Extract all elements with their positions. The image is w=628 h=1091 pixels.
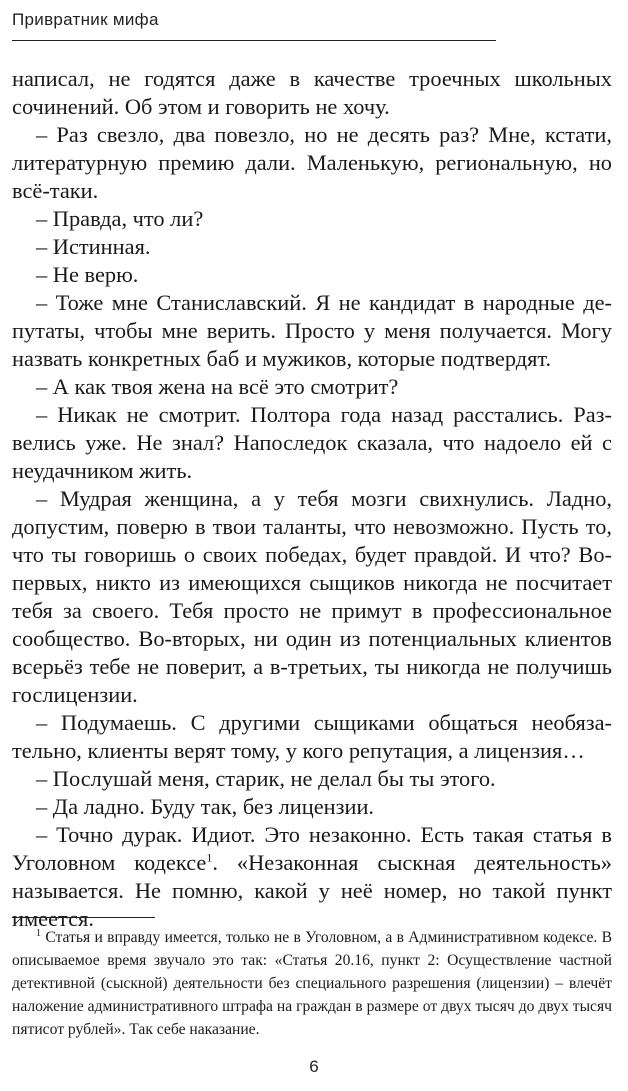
paragraph: написал, не годятся даже в качестве троечных школьных сочинений. Об этом и говорить не хочу. [12, 66, 612, 119]
paragraph: – Подумаешь. С другими сыщиками общаться необязательно, клиенты верят тому, у кого репутация, а лицензия… [12, 710, 612, 763]
paragraph: – Тоже мне Станиславский. Я не кандидат в народные депутаты, чтобы мне верить. Просто у меня получается. Могу назвать конкретных баб и мужиков, которые подтвердят. [12, 290, 612, 371]
page-number: 6 [309, 1057, 319, 1076]
paragraph: – А как твоя жена на всё это смотрит? [36, 374, 399, 399]
paragraph: – Правда, что ли? [36, 206, 204, 231]
paragraph: – Не верю. [36, 262, 139, 287]
footnote-separator [12, 917, 155, 918]
paragraph: – Никак не смотрит. Полтора года назад расстались. Развелись уже. Не знал? Напоследок сказала, что надоело ей с неудачником жить. [12, 402, 612, 483]
paragraph-text-start: – Точно дурак. Идиот. Это незаконно. Есть такая статья в Уголовном кодексе [12, 822, 612, 875]
running-header [12, 10, 496, 41]
footnote [12, 926, 612, 1041]
paragraph: – Да ладно. Буду так, без лицензии. [36, 794, 375, 819]
footnote-reference[interactable]: 1 [206, 850, 213, 865]
paragraph: – Истинная. [36, 234, 151, 259]
main-text [12, 65, 612, 933]
footnote-mark: 1 [36, 927, 41, 939]
paragraph: – Послушай меня, старик, не делал бы ты этого. [36, 766, 496, 791]
footnote-text: Статья и вправду имеется, только не в Уголовном, а в Административном кодексе. В описываемое время звучало это так: «Статья 20.16, пункт 2: Осуществление частной детективной (сыскной) деятельности без специального разрешения (лицензии) – влечёт наложение административного штрафа на граждан в размере от двух тысяч до двух тысяч пятисот рублей». Так себе наказание. [12, 929, 612, 1038]
paragraph-text-end: . «Незаконная сыскная деятельность» называется. Не помню, какой у неё номер, но такой пункт имеется. [12, 850, 612, 931]
running-header-title: Привратник мифа [12, 10, 159, 29]
paragraph: – Мудрая женщина, а у тебя мозги свихнулись. Ладно, допустим, поверю в твои таланты, что невозможно. Пусть то, что ты говоришь о своих победах, будет правдой. И что? Во-первых, никто из имеющихся сыщиков никогда не посчитает тебя за своего. Тебя просто не примут в профессиональное сообщество. Во-вторых, ни один из потенциальных клиентов всерьёз тебе не поверит, а в-третьих, ты никогда не получишь гослицензии. [12, 486, 612, 707]
paragraph: – Раз свезло, два повезло, но не десять раз? Мне, кстати, литературную премию дали. Маленькую, региональную, но всё-таки. [12, 122, 612, 203]
